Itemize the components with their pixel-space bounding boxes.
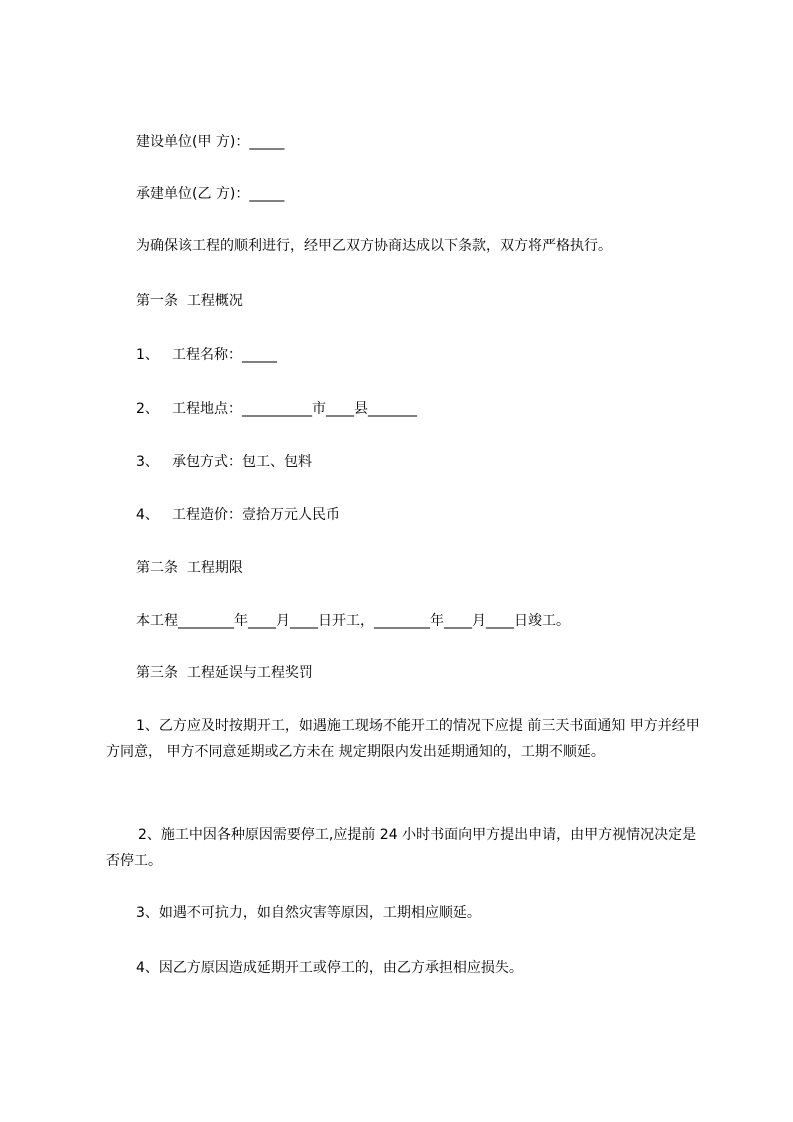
article1-item-3 [136, 453, 312, 471]
item-text: 工程名称：_____ [172, 347, 277, 363]
article2-text: 本工程________年____月____日开工，________年____月____日竣工。 [136, 613, 570, 629]
article1-title: 第一条 工程概况 [136, 293, 243, 309]
party-a-line: 建设单位(甲 方)：_____ [136, 134, 285, 150]
article3-clause-2: 2、施工中因各种原因需要停工,应提前 24 小时书面向甲方提出申请，由甲方视情况决定是否停工。 [106, 827, 697, 869]
article3-title: 第三条 工程延误与工程奖罚 [136, 665, 313, 681]
item-number: 1、 [136, 347, 159, 363]
item-number: 2、 [136, 401, 159, 417]
item-number: 4、 [136, 507, 159, 523]
item-text: 承包方式：包工、包料 [172, 454, 312, 470]
item-number: 3、 [136, 454, 159, 470]
article3-clause-1: 1、乙方应及时按期开工，如遇施工现场不能开工的情况下应提 前三天书面通知 甲方并经甲方同意， 甲方不同意延期或乙方未在 规定期限内发出延期通知的，工期不顺延。 [106, 718, 700, 760]
article1-item-4 [136, 506, 340, 524]
article3-clause-4: 4、因乙方原因造成延期开工或停工的，由乙方承担相应损失。 [136, 960, 523, 976]
article2-title: 第二条 工程期限 [136, 560, 243, 576]
article3-clause-3: 3、如遇不可抗力，如自然灾害等原因，工期相应顺延。 [136, 905, 481, 921]
party-b-line: 承建单位(乙 方)：_____ [136, 186, 285, 202]
article1-item-1 [136, 346, 277, 364]
preamble: 为确保该工程的顺利进行，经甲乙双方协商达成以下条款，双方将严格执行。 [136, 238, 612, 254]
article1-item-2 [136, 400, 417, 418]
item-text: 工程造价：壹拾万元人民币 [172, 507, 340, 523]
item-text: 工程地点：__________市____县_______ [172, 401, 417, 417]
